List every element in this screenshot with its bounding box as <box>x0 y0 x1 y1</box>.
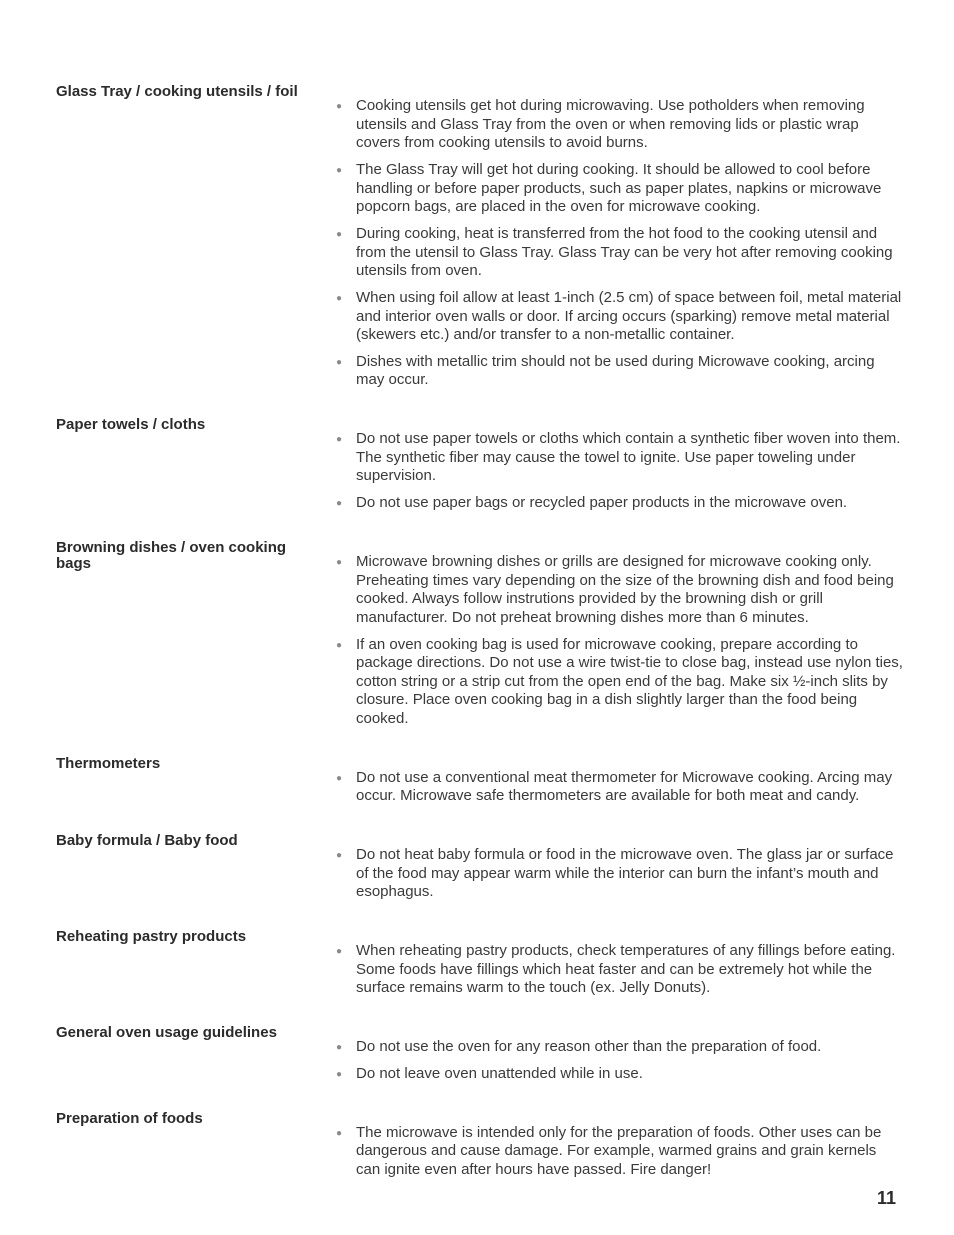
section-thermometers <box>56 753 901 830</box>
bullet-icon: ● <box>336 557 343 568</box>
section-heading: Baby formula / Baby food <box>56 832 238 850</box>
section-preparation-of-foods <box>56 1108 901 1204</box>
list-item: ● Do not use a conventional meat thermometer for Microwave cooking. Arcing may occur. Microwave safe thermometers are available for both meat and candy. <box>336 768 893 805</box>
section-heading: Reheating pastry products <box>56 928 247 946</box>
bullet-list <box>336 768 904 814</box>
bullet-icon: ● <box>336 434 343 446</box>
section-heading: General oven usage guidelines <box>56 1024 277 1042</box>
list-item: ● During cooking, heat is transferred from the hot food to the cooking utensil and from the utensil to Glass Tray. Glass Tray can be very hot after removing cooking utensils from oven. <box>336 224 893 280</box>
section-general-usage <box>56 1022 901 1108</box>
section-glass-tray <box>56 81 901 414</box>
bullet-list <box>336 97 904 398</box>
list-item: ● Microwave browning dishes or grills are designed for microwave cooking only. Preheating times vary depending on the size of the browning dish and food being cooked. Always follow instrutions provided by the browning dish or grill manufacturer. Do not preheat browning dishes more than 6 minutes. <box>336 553 894 626</box>
bullet-list <box>336 553 904 737</box>
page-number: 11 <box>876 1188 896 1208</box>
bullet-icon: ● <box>336 1127 343 1139</box>
section-heading: Browning dishes / oven cooking bags <box>56 539 287 572</box>
bullet-icon: ● <box>336 498 343 510</box>
list-item: ● Do not use paper towels or cloths which contain a synthetic fiber woven into them. The synthetic fiber may cause the towel to ignite. Use paper toweling under supervision. <box>336 430 901 485</box>
bullet-icon: ● <box>336 1068 343 1080</box>
list-item: ● The microwave is intended only for the preparation of foods. Other uses can be dangerous and cause damage. For example, warmed grains and grain kernels can ignite even after hours have passed. Fire danger! <box>336 1123 882 1178</box>
section-heading: Thermometers <box>56 754 161 772</box>
section-paper-towels <box>56 414 901 537</box>
list-item: ● Dishes with metallic trim should not be used during Microwave cooking, arcing may occur. <box>336 352 875 389</box>
bullet-list <box>336 846 904 910</box>
list-item: ● Do not heat baby formula or food in the microwave oven. The glass jar or surface of the food may appear warm while the interior can burn the infant’s mouth and esophagus. <box>336 846 894 901</box>
bullet-icon: ● <box>336 639 343 651</box>
bullet-icon: ● <box>336 228 343 240</box>
section-browning-dishes <box>56 537 901 753</box>
bullet-list <box>336 942 904 1006</box>
list-item: ● If an oven cooking bag is used for microwave cooking, prepare according to package directions. Do not use a wire twist-tie to close bag, instead use nylon ties, cotton string or a strip cut from the open end of the bag. Make six ½-inch slits by closure. Place oven cooking bag in a dish slightly larger than the food being cooked. <box>336 635 903 727</box>
bullet-icon: ● <box>336 946 343 958</box>
list-item: ● Do not use the oven for any reason other than the preparation of food. <box>356 1038 904 1057</box>
section-heading: Glass Tray / cooking utensils / foil <box>56 83 298 100</box>
section-reheating-pastry <box>56 926 901 1022</box>
section-heading: Preparation of foods <box>56 1109 203 1127</box>
bullet-list <box>336 1123 904 1188</box>
list-item: ● Cooking utensils get hot during microwaving. Use potholders when removing utensils and Glass Tray from the oven or when removing lids or plastic wrap covers from cooking utensils to avoid burns. <box>336 97 865 152</box>
bullet-icon: ● <box>336 101 343 112</box>
list-item: ● When using foil allow at least 1-inch (2.5 cm) of space between foil, metal material and interior oven walls or door. If arcing occurs (sparking) remove metal material (skewers etc.) and/or transfer to a non-metallic container. <box>336 288 902 344</box>
list-item: ● When reheating pastry products, check temperatures of any fillings before eating. Some foods have fillings which heat faster and can be extremely hot while the surface remains warm to the touch (ex. Jelly Donuts). <box>336 942 896 997</box>
bullet-icon: ● <box>336 292 343 304</box>
bullet-icon: ● <box>336 164 343 176</box>
bullet-icon: ● <box>336 356 343 368</box>
document-body <box>56 81 901 1204</box>
section-baby-formula <box>56 830 901 926</box>
list-item: ● Do not leave oven unattended while in use. <box>356 1065 904 1084</box>
list-item: ● Do not use paper bags or recycled paper products in the microwave oven. <box>356 494 904 513</box>
bullet-icon: ● <box>336 1042 343 1054</box>
bullet-list <box>336 430 904 521</box>
bullet-icon: ● <box>336 850 343 862</box>
list-item: ● The Glass Tray will get hot during cooking. It should be allowed to cool before handling or before paper products, such as paper plates, napkins or microwave popcorn bags, are placed in the oven for microwave cooking. <box>336 160 882 216</box>
section-heading: Paper towels / cloths <box>56 416 206 434</box>
bullet-icon: ● <box>336 772 343 784</box>
bullet-list <box>336 1038 904 1092</box>
